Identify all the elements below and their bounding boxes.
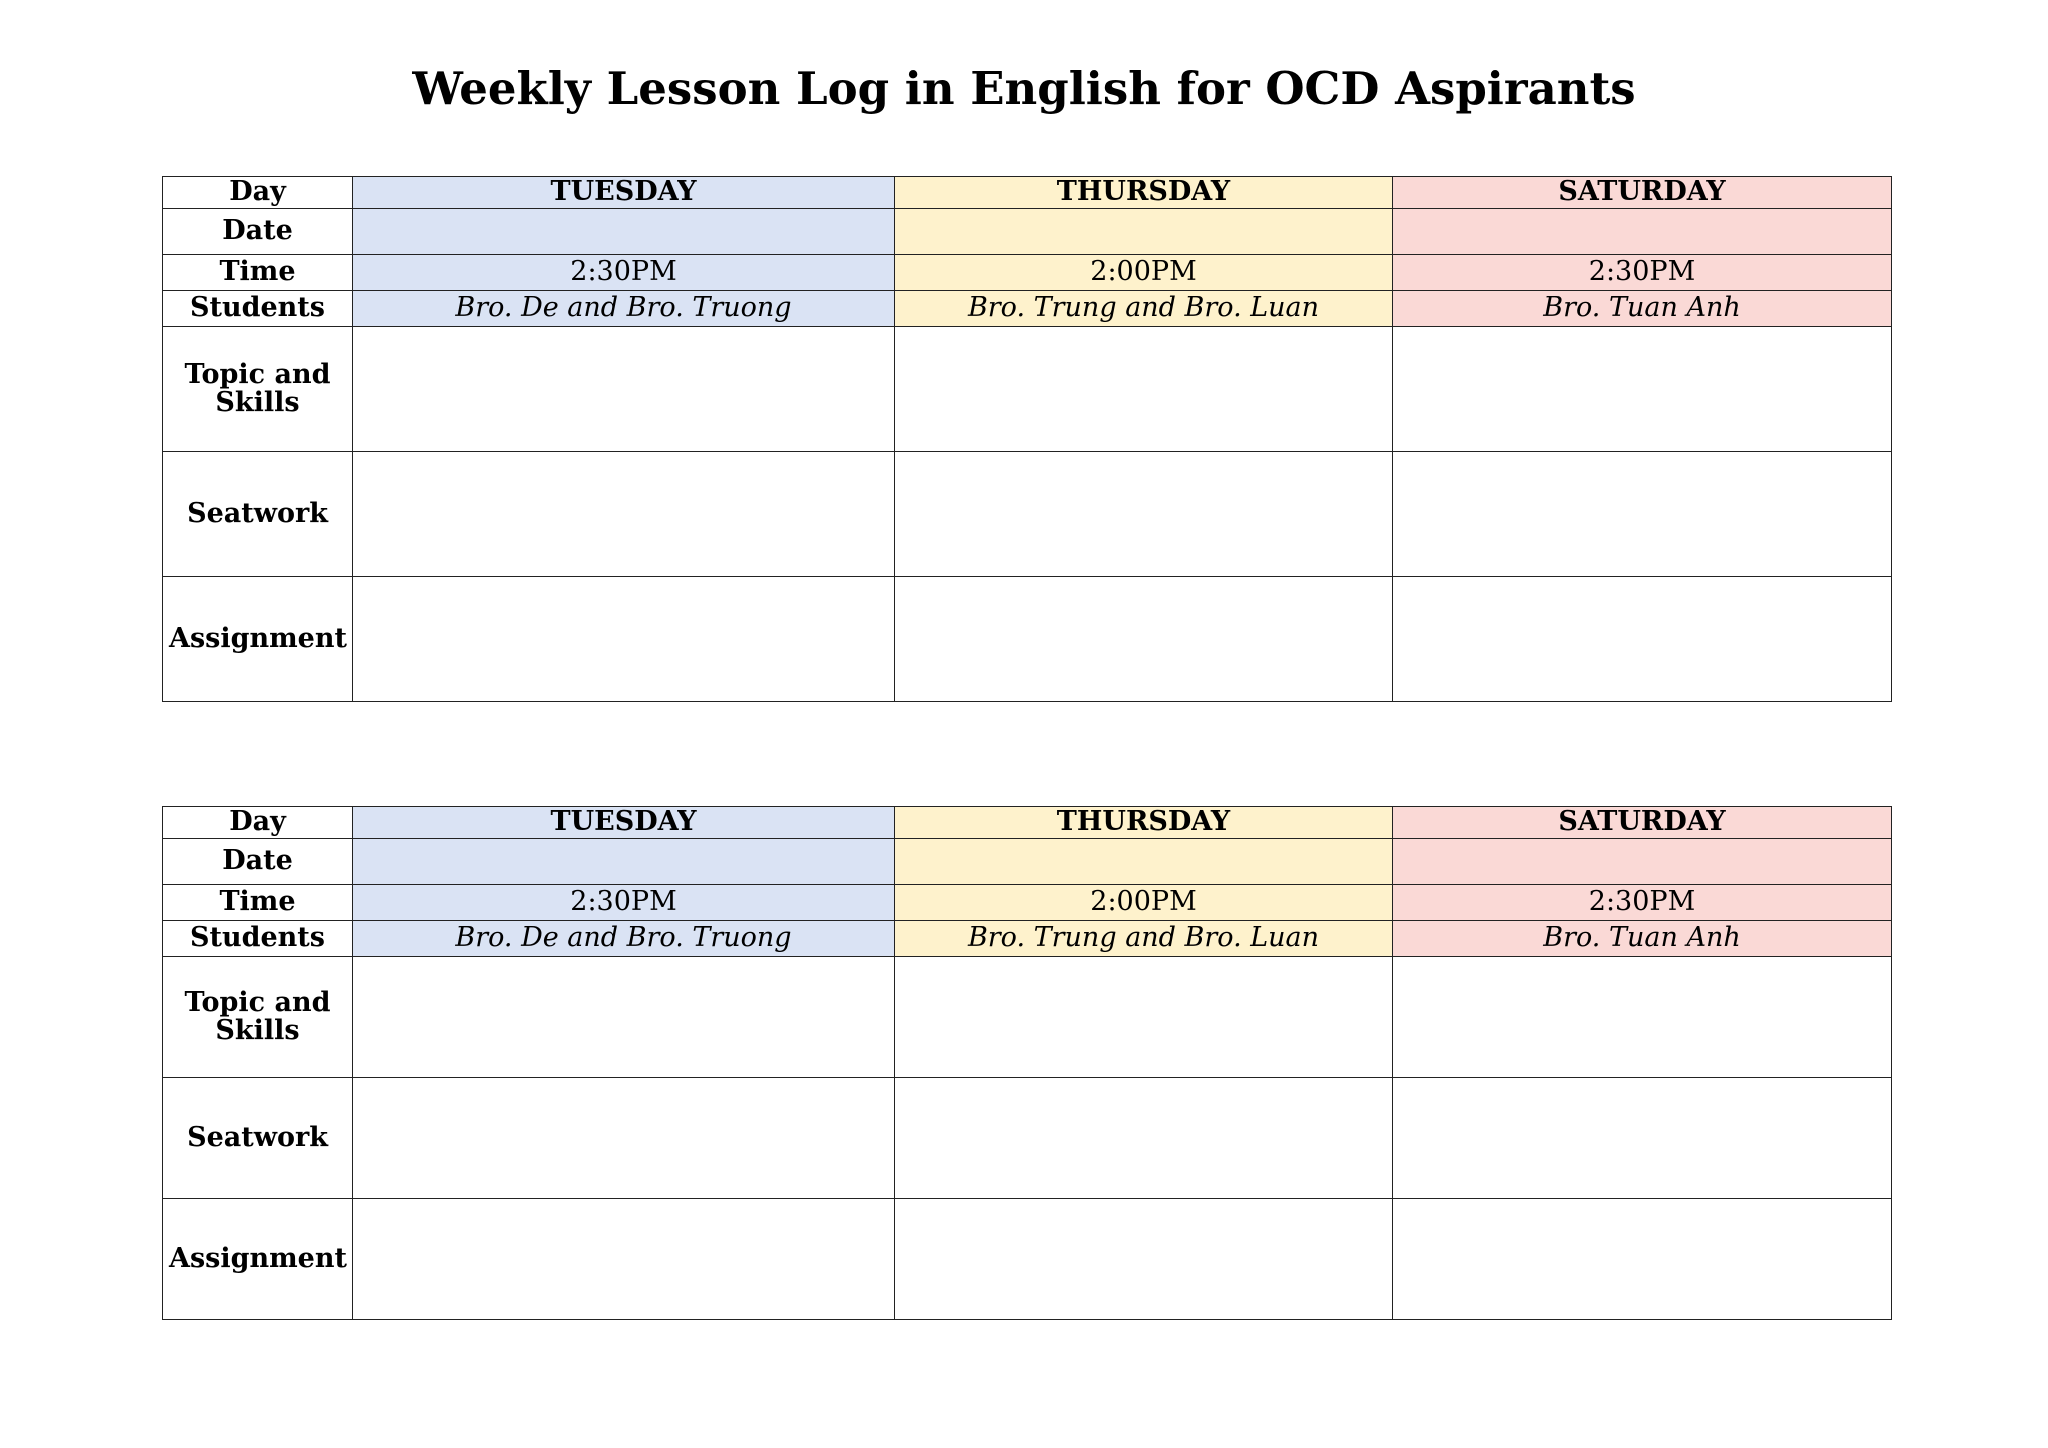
row-topic [163,327,1892,452]
seatwork-cell-saturday[interactable] [1393,452,1892,577]
assignment-cell-thursday[interactable] [895,577,1393,702]
date-cell-thursday[interactable] [895,209,1393,255]
assignment-cell-tuesday[interactable] [353,577,895,702]
students-cell-saturday: Bro. Tuan Anh [1393,291,1892,327]
header-tuesday: TUESDAY [353,177,895,209]
row-day [163,807,1892,839]
label-assignment: Assignment [163,1199,353,1320]
topic-cell-saturday[interactable] [1393,327,1892,452]
topic-cell-tuesday[interactable] [353,327,895,452]
label-time: Time [163,255,353,291]
label-day: Day [163,177,353,209]
row-assignment [163,1199,1892,1320]
date-cell-saturday[interactable] [1393,839,1892,885]
topic-cell-thursday[interactable] [895,327,1393,452]
topic-cell-thursday[interactable] [895,957,1393,1078]
row-seatwork [163,1078,1892,1199]
seatwork-cell-thursday[interactable] [895,452,1393,577]
row-students [163,921,1892,957]
label-assignment: Assignment [163,577,353,702]
time-cell-tuesday: 2:30PM [353,885,895,921]
assignment-cell-saturday[interactable] [1393,1199,1892,1320]
header-saturday: SATURDAY [1393,807,1892,839]
time-cell-saturday: 2:30PM [1393,885,1892,921]
lesson-log-table-1 [162,176,1892,702]
row-students [163,291,1892,327]
seatwork-cell-tuesday[interactable] [353,1078,895,1199]
topic-cell-tuesday[interactable] [353,957,895,1078]
row-date [163,839,1892,885]
label-topic-and-skills: Topic and Skills [163,327,353,452]
assignment-cell-tuesday[interactable] [353,1199,895,1320]
students-cell-thursday: Bro. Trung and Bro. Luan [895,921,1393,957]
label-students: Students [163,291,353,327]
assignment-cell-saturday[interactable] [1393,577,1892,702]
row-seatwork [163,452,1892,577]
row-date [163,209,1892,255]
label-seatwork: Seatwork [163,1078,353,1199]
header-saturday: SATURDAY [1393,177,1892,209]
date-cell-thursday[interactable] [895,839,1393,885]
assignment-cell-thursday[interactable] [895,1199,1393,1320]
seatwork-cell-saturday[interactable] [1393,1078,1892,1199]
row-time [163,885,1892,921]
document-title: Weekly Lesson Log in English for OCD Aspirants [412,62,1636,115]
date-cell-tuesday[interactable] [353,839,895,885]
time-cell-saturday: 2:30PM [1393,255,1892,291]
students-cell-thursday: Bro. Trung and Bro. Luan [895,291,1393,327]
students-cell-tuesday: Bro. De and Bro. Truong [353,291,895,327]
label-time: Time [163,885,353,921]
header-tuesday: TUESDAY [353,807,895,839]
label-day: Day [163,807,353,839]
label-topic-and-skills: Topic and Skills [163,957,353,1078]
topic-cell-saturday[interactable] [1393,957,1892,1078]
date-cell-tuesday[interactable] [353,209,895,255]
lesson-log-table-2 [162,806,1892,1320]
seatwork-cell-tuesday[interactable] [353,452,895,577]
students-cell-tuesday: Bro. De and Bro. Truong [353,921,895,957]
time-cell-thursday: 2:00PM [895,885,1393,921]
row-time [163,255,1892,291]
label-students: Students [163,921,353,957]
row-day [163,177,1892,209]
header-thursday: THURSDAY [895,177,1393,209]
row-topic [163,957,1892,1078]
date-cell-saturday[interactable] [1393,209,1892,255]
label-seatwork: Seatwork [163,452,353,577]
students-cell-saturday: Bro. Tuan Anh [1393,921,1892,957]
time-cell-tuesday: 2:30PM [353,255,895,291]
header-thursday: THURSDAY [895,807,1393,839]
label-date: Date [163,839,353,885]
label-date: Date [163,209,353,255]
time-cell-thursday: 2:00PM [895,255,1393,291]
row-assignment [163,577,1892,702]
seatwork-cell-thursday[interactable] [895,1078,1393,1199]
